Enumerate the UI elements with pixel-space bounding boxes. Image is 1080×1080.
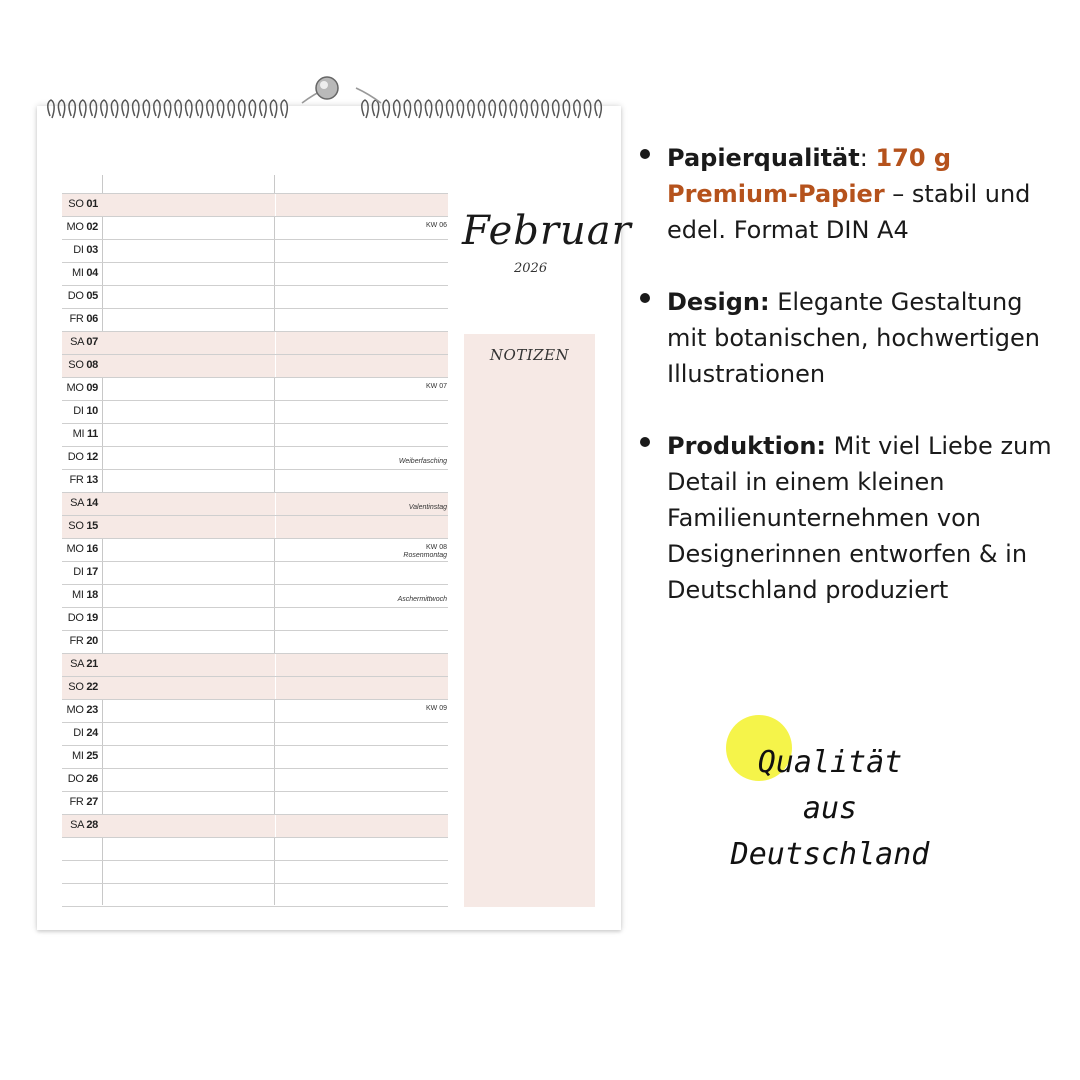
week-number: KW 07: [425, 383, 447, 390]
day-label: SO 08: [68, 359, 98, 371]
feature-design-text: [640, 284, 1060, 392]
feature-production-text: [640, 428, 1060, 608]
day-row: [62, 286, 448, 309]
day-row: [62, 654, 448, 677]
holiday-label: Valentinstag: [408, 504, 447, 511]
day-label: MO 16: [66, 543, 98, 555]
day-row: [62, 585, 448, 608]
day-row: [62, 746, 448, 769]
day-label: FR 20: [69, 635, 98, 647]
bullet-icon: [640, 149, 650, 159]
day-label: DO 05: [67, 290, 98, 302]
day-row: [62, 217, 448, 240]
day-row: [62, 723, 448, 746]
spiral-binding: [44, 72, 614, 122]
day-label: DI 03: [73, 244, 98, 256]
day-label: MO 23: [66, 704, 98, 716]
feature-label: Papierqualität: [667, 144, 860, 172]
day-label: MO 02: [66, 221, 98, 233]
day-grid: [62, 175, 448, 905]
day-label: SO 15: [68, 520, 98, 532]
day-row: [62, 378, 448, 401]
day-row: [62, 700, 448, 723]
day-row: [62, 677, 448, 700]
day-row: [62, 815, 448, 838]
hanger-hook-icon: [316, 77, 338, 99]
week-number: KW 06: [425, 222, 447, 229]
day-label: SA 21: [70, 658, 98, 670]
holiday-label: Aschermittwoch: [397, 596, 447, 603]
day-label: DI 24: [73, 727, 98, 739]
badge-line1: Qualität: [757, 745, 903, 780]
day-label: SO 22: [68, 681, 98, 693]
feature-body: – stabil und edel. Format DIN A4: [667, 180, 1031, 244]
day-row: [62, 861, 448, 884]
day-label: MI 11: [72, 428, 98, 440]
day-label: DO 12: [67, 451, 98, 463]
day-row: [62, 240, 448, 263]
month-title: Februar: [462, 208, 632, 254]
day-row: [62, 424, 448, 447]
day-label: MI 04: [71, 267, 98, 279]
day-row: [62, 516, 448, 539]
day-row: [62, 493, 448, 516]
day-row: [62, 562, 448, 585]
feature-production: [640, 428, 1060, 608]
holiday-label: Rosenmontag: [403, 552, 447, 559]
day-row: [62, 401, 448, 424]
day-label: SO 01: [68, 198, 98, 210]
bullet-icon: [640, 293, 650, 303]
day-row: [62, 470, 448, 493]
day-label: SA 28: [70, 819, 98, 831]
month-year: 2026: [514, 261, 548, 276]
day-label: FR 13: [69, 474, 98, 486]
day-label: MO 09: [66, 382, 98, 394]
notes-box: [464, 334, 595, 907]
feature-accent: 170 g Premium-Papier: [667, 144, 952, 208]
day-row: [62, 194, 448, 217]
bullet-icon: [640, 437, 650, 447]
day-label: DO 26: [67, 773, 98, 785]
feature-body: Elegante Gestaltung mit botanischen, hochwertigen Illustrationen: [667, 288, 1040, 388]
day-row: [62, 309, 448, 332]
day-row: [62, 884, 448, 907]
day-row: [62, 608, 448, 631]
feature-design: [640, 284, 1060, 392]
day-row: [62, 769, 448, 792]
day-label: SA 07: [70, 336, 98, 348]
feature-label: Produktion:: [667, 432, 827, 460]
day-label: SA 14: [70, 497, 98, 509]
quality-badge: [700, 740, 960, 878]
day-label: DO 19: [67, 612, 98, 624]
day-row: [62, 838, 448, 861]
day-row: [62, 792, 448, 815]
day-row: [62, 631, 448, 654]
day-row: [62, 447, 448, 470]
day-label: MI 25: [71, 750, 98, 762]
badge-line2: aus Deutschland: [730, 791, 930, 872]
feature-paper: [640, 140, 1060, 248]
week-number: KW 09: [425, 705, 447, 712]
day-row: [62, 539, 448, 562]
day-label: MI 18: [71, 589, 98, 601]
week-number: KW 08: [425, 544, 447, 551]
day-row: [62, 263, 448, 286]
grid-top-line: [62, 193, 448, 194]
day-row: [62, 332, 448, 355]
feature-label: Design:: [667, 288, 770, 316]
notes-title: NOTIZEN: [489, 346, 570, 364]
day-label: FR 06: [69, 313, 98, 325]
day-label: FR 27: [69, 796, 98, 808]
feature-body: Mit viel Liebe zum Detail in einem kleinen Familienunternehmen von Designerinnen entworfen & in Deutschland produziert: [667, 432, 1052, 604]
day-label: DI 10: [73, 405, 98, 417]
holiday-label: Weiberfasching: [398, 458, 447, 465]
day-row: [62, 355, 448, 378]
feature-paper-text: Papierqualität: 170 g Premium-Papier – stabil und edel. Format DIN A4: [667, 144, 1031, 244]
day-label: DI 17: [73, 566, 98, 578]
